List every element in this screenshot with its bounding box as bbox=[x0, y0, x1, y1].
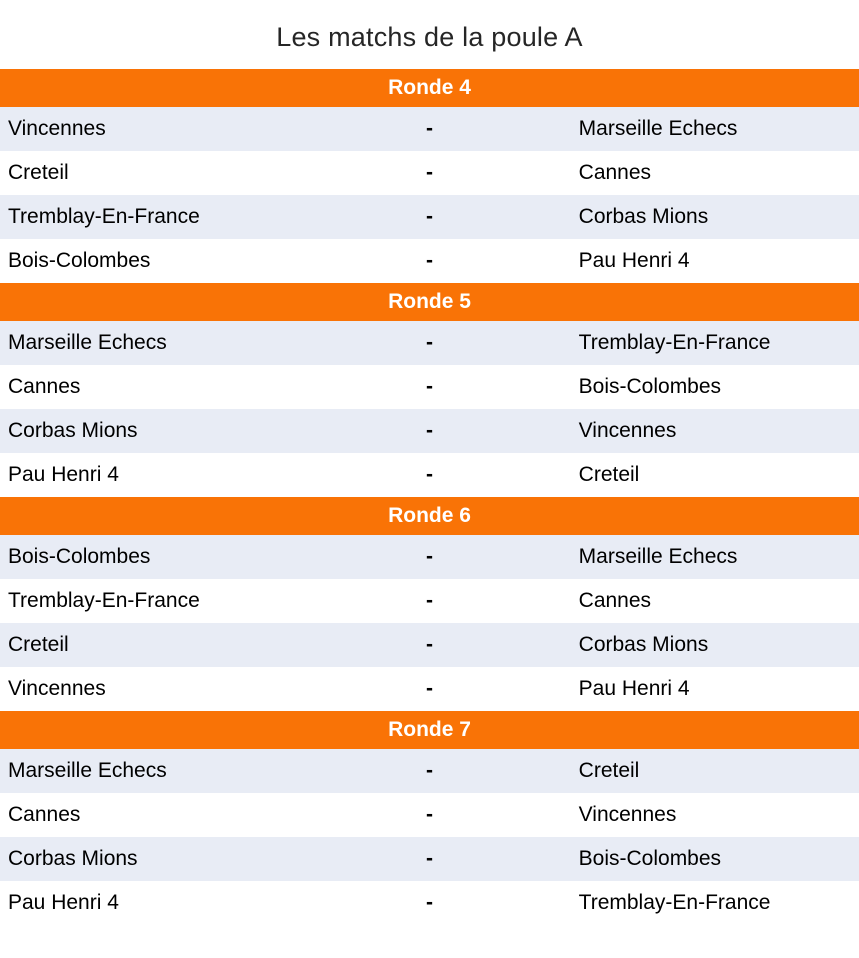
away-team: Bois-Colombes bbox=[573, 837, 859, 881]
table-row bbox=[0, 793, 859, 837]
table-row bbox=[0, 453, 859, 497]
round-header-label: Ronde 5 bbox=[0, 283, 859, 321]
round-header-label: Ronde 7 bbox=[0, 711, 859, 749]
away-team: Tremblay-En-France bbox=[573, 321, 859, 365]
home-team: Bois-Colombes bbox=[0, 239, 286, 283]
match-separator: - bbox=[286, 195, 572, 239]
table-row bbox=[0, 195, 859, 239]
away-team: Corbas Mions bbox=[573, 623, 859, 667]
home-team: Creteil bbox=[0, 151, 286, 195]
table-row bbox=[0, 151, 859, 195]
home-team: Marseille Echecs bbox=[0, 749, 286, 793]
away-team: Vincennes bbox=[573, 409, 859, 453]
table-row bbox=[0, 881, 859, 925]
away-team: Pau Henri 4 bbox=[573, 667, 859, 711]
table-row bbox=[0, 579, 859, 623]
away-team: Pau Henri 4 bbox=[573, 239, 859, 283]
table-row bbox=[0, 749, 859, 793]
round-header-row bbox=[0, 69, 859, 107]
match-separator: - bbox=[286, 579, 572, 623]
home-team: Creteil bbox=[0, 623, 286, 667]
table-row bbox=[0, 365, 859, 409]
away-team: Creteil bbox=[573, 749, 859, 793]
round-header-label: Ronde 6 bbox=[0, 497, 859, 535]
home-team: Marseille Echecs bbox=[0, 321, 286, 365]
match-separator: - bbox=[286, 837, 572, 881]
table-row bbox=[0, 837, 859, 881]
home-team: Tremblay-En-France bbox=[0, 195, 286, 239]
schedule-body bbox=[0, 69, 859, 925]
match-separator: - bbox=[286, 365, 572, 409]
away-team: Marseille Echecs bbox=[573, 535, 859, 579]
round-header-row bbox=[0, 283, 859, 321]
table-row bbox=[0, 409, 859, 453]
round-header-label: Ronde 4 bbox=[0, 69, 859, 107]
away-team: Cannes bbox=[573, 151, 859, 195]
table-row bbox=[0, 535, 859, 579]
away-team: Bois-Colombes bbox=[573, 365, 859, 409]
away-team: Creteil bbox=[573, 453, 859, 497]
away-team: Corbas Mions bbox=[573, 195, 859, 239]
match-separator: - bbox=[286, 453, 572, 497]
match-separator: - bbox=[286, 667, 572, 711]
home-team: Pau Henri 4 bbox=[0, 453, 286, 497]
away-team: Cannes bbox=[573, 579, 859, 623]
round-header-row bbox=[0, 497, 859, 535]
away-team: Vincennes bbox=[573, 793, 859, 837]
away-team: Tremblay-En-France bbox=[573, 881, 859, 925]
home-team: Pau Henri 4 bbox=[0, 881, 286, 925]
home-team: Cannes bbox=[0, 365, 286, 409]
home-team: Vincennes bbox=[0, 107, 286, 151]
home-team: Vincennes bbox=[0, 667, 286, 711]
match-separator: - bbox=[286, 239, 572, 283]
round-header-row bbox=[0, 711, 859, 749]
match-separator: - bbox=[286, 151, 572, 195]
table-row bbox=[0, 107, 859, 151]
table-row bbox=[0, 623, 859, 667]
home-team: Corbas Mions bbox=[0, 837, 286, 881]
home-team: Corbas Mions bbox=[0, 409, 286, 453]
match-separator: - bbox=[286, 881, 572, 925]
away-team: Marseille Echecs bbox=[573, 107, 859, 151]
home-team: Bois-Colombes bbox=[0, 535, 286, 579]
match-separator: - bbox=[286, 107, 572, 151]
table-row bbox=[0, 321, 859, 365]
match-separator: - bbox=[286, 749, 572, 793]
home-team: Cannes bbox=[0, 793, 286, 837]
match-schedule-table bbox=[0, 69, 859, 925]
match-separator: - bbox=[286, 409, 572, 453]
page-title: Les matchs de la poule A bbox=[276, 22, 583, 52]
match-separator: - bbox=[286, 321, 572, 365]
match-separator: - bbox=[286, 793, 572, 837]
table-row bbox=[0, 667, 859, 711]
match-separator: - bbox=[286, 535, 572, 579]
home-team: Tremblay-En-France bbox=[0, 579, 286, 623]
table-row bbox=[0, 239, 859, 283]
match-separator: - bbox=[286, 623, 572, 667]
